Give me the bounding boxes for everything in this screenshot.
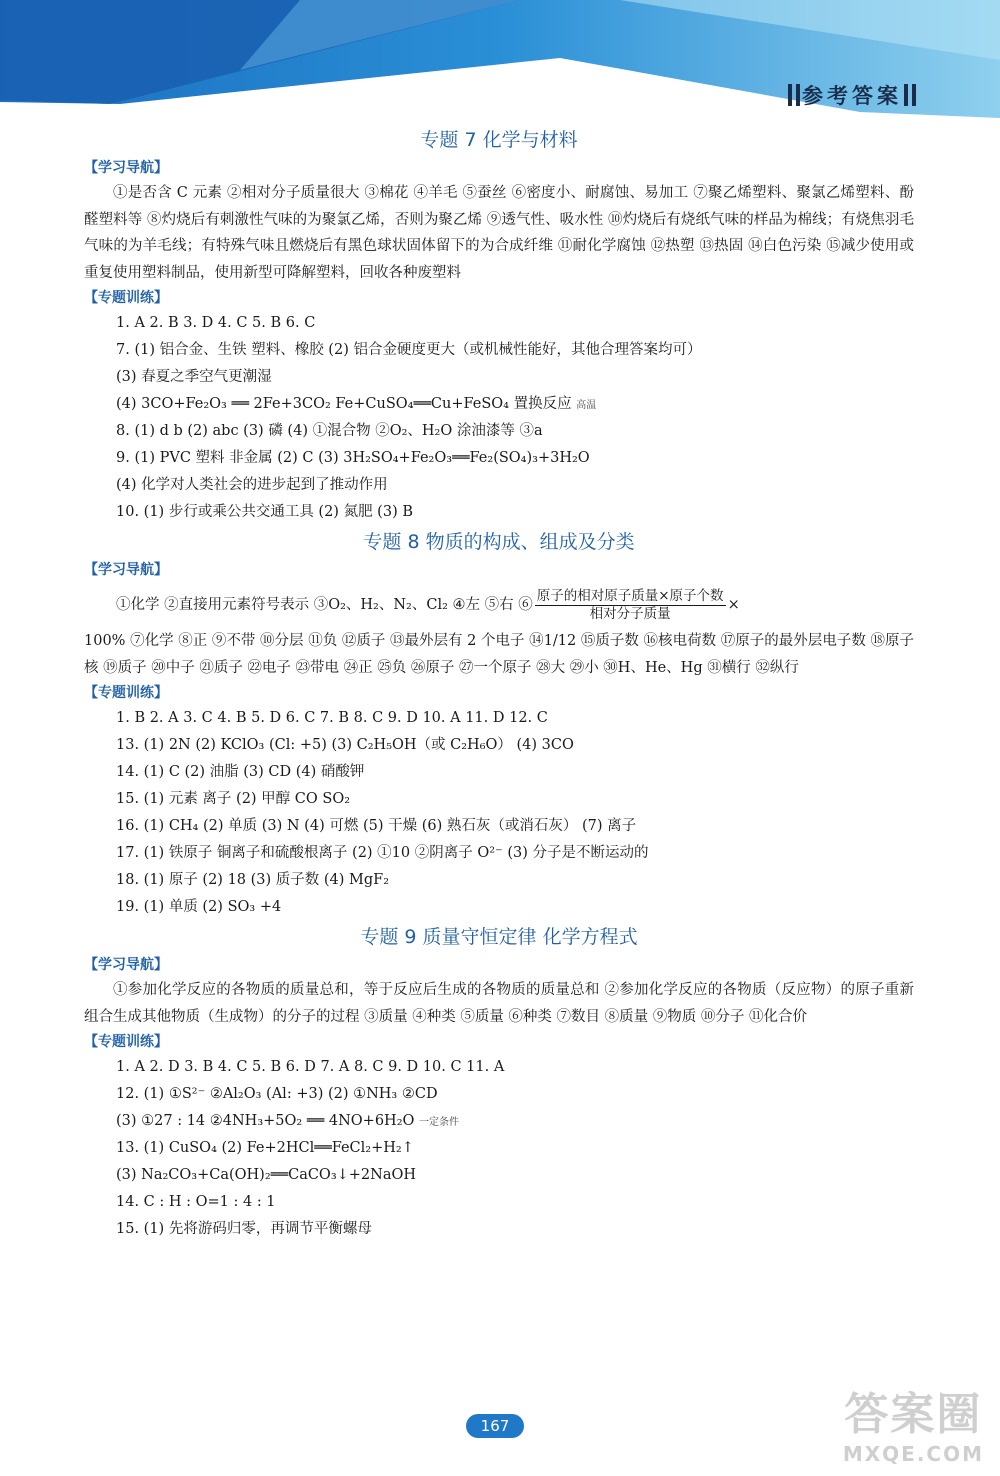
train-tag: 【专题训练】 (84, 685, 168, 701)
answer-line: 1. B 2. A 3. C 4. B 5. D 6. C 7. B 8. C 9. D 10. A 11. D 12. C (116, 710, 548, 726)
condition-note: 高温 (576, 400, 597, 411)
nav-tag: 【学习导航】 (84, 562, 168, 578)
condition-note: 一定条件 (419, 1117, 460, 1128)
answer-line: 15. (1) 先将游码归零，再调节平衡螺母 (116, 1221, 372, 1237)
answer-line: 17. (1) 铁原子 铜离子和硫酸根离子 (2) ①10 ②阴离子 O²⁻ (3) 分子是不断运动的 (116, 845, 649, 861)
answer-line: 18. (1) 原子 (2) 18 (3) 质子数 (4) MgF₂ (116, 872, 390, 888)
watermark-site: MXQE.COM (842, 1442, 984, 1466)
answer-line: 19. (1) 单质 (2) SO₃ +4 (116, 899, 282, 915)
equation-text: (3) ①27 : 14 ②4NH₃+5O₂ ══ 4NO+6H₂O (116, 1113, 415, 1129)
answer-line: 16. (1) CH₄ (2) 单质 (3) N (4) 可燃 (5) 干燥 (6) 熟石灰（或消石灰） (7) 离子 (116, 818, 637, 834)
train-tag: 【专题训练】 (84, 1034, 168, 1050)
answer-line: (3) Na₂CO₃+Ca(OH)₂══CaCO₃↓+2NaOH (116, 1167, 417, 1183)
answer-line: 14. C : H : O=1 : 4 : 1 (116, 1194, 276, 1210)
page-content (84, 124, 914, 1243)
nav-tag: 【学习导航】 (84, 957, 168, 973)
fraction-numerator: 原子的相对原子质量×原子个数 (536, 587, 724, 604)
nav-tag: 【学习导航】 (84, 160, 168, 176)
nav-fraction-line (84, 582, 914, 628)
answer-line: 13. (1) 2N (2) KClO₃ (Cl: +5) (3) C₂H₅OH（或 C₂H₆O） (4) 3CO (116, 737, 574, 753)
nav-text: ①参加化学反应的各物质的质量总和，等于反应后生成的各物质的质量总和 ②参加化学反应的各物质（反应物）的原子重新组合生成其他物质（生成物）的分子的过程 ③质量 ④种类 ⑤质量 ⑥种类 ⑦数目 ⑧质量 ⑨物质 ⑩分子 ⑪化合价 (84, 982, 914, 1025)
answer-line: (4) 化学对人类社会的进步起到了推动作用 (116, 477, 388, 493)
answer-line: 10. (1) 步行或乘公共交通工具 (2) 氮肥 (3) B (116, 504, 413, 520)
section-title: 专题 9 质量守恒定律 化学方程式 (360, 926, 638, 948)
nav-line-post: × (727, 597, 740, 613)
answer-line: 8. (1) d b (2) abc (3) 磷 (4) ①混合物 ②O₂、H₂O 涂油漆等 ③a (116, 423, 543, 439)
answer-line (84, 391, 914, 418)
equation-text: (4) 3CO+Fe₂O₃ ══ 2Fe+3CO₂ Fe+CuSO₄══Cu+FeSO₄ 置换反应 (116, 396, 572, 412)
answer-line: 13. (1) CuSO₄ (2) Fe+2HCl══FeCl₂+H₂↑ (116, 1140, 414, 1156)
answer-line: 12. (1) ①S²⁻ ②Al₂O₃ (Al: +3) (2) ①NH₃ ②CD (116, 1086, 438, 1102)
answer-line (84, 1108, 914, 1135)
page-number: 167 (466, 1414, 524, 1438)
answer-label: 参考答案 (786, 80, 918, 110)
answer-line: 1. A 2. D 3. B 4. C 5. B 6. D 7. A 8. C 9. D 10. C 11. A (116, 1059, 505, 1075)
watermark (843, 1378, 984, 1466)
answer-line: 7. (1) 铝合金、生铁 塑料、橡胶 (2) 铝合金硬度更大（或机械性能好，其他合理答案均可） (116, 342, 702, 358)
answer-line: 14. (1) C (2) 油脂 (3) CD (4) 硝酸钾 (116, 764, 365, 780)
answer-line: 15. (1) 元素 离子 (2) 甲醇 CO SO₂ (116, 791, 351, 807)
answer-line: (3) 春夏之季空气更潮湿 (116, 369, 272, 385)
watermark-main: 答案圈 (844, 1389, 983, 1440)
nav-text: ①是否含 C 元素 ②相对分子质量很大 ③棉花 ④羊毛 ⑤蚕丝 ⑥密度小、耐腐蚀、易加工 ⑦聚乙烯塑料、聚氯乙烯塑料、酚醛塑料等 ⑧灼烧后有刺激性气味的为聚氯乙烯，否则为聚乙烯 ⑨透气性、吸水性 ⑩灼烧后有烧纸气味的样品为棉线；有烧焦羽毛气味的为羊毛线；有特殊气味且燃烧后有黑色球状固体留下的为合成纤维 ⑪耐化学腐蚀 ⑫热塑 ⑬热固 ⑭白色污染 ⑮减少使用或重复使用塑料制品，使用新型可降解塑料，回收各种废塑料 (84, 185, 914, 281)
fraction (535, 588, 726, 623)
answer-line: 9. (1) PVC 塑料 非金属 (2) C (3) 3H₂SO₄+Fe₂O₃══Fe₂(SO₄)₃+3H₂O (116, 450, 590, 466)
train-tag: 【专题训练】 (84, 290, 168, 306)
section-title: 专题 7 化学与材料 (420, 129, 578, 151)
header-banner (0, 0, 1000, 120)
answer-line: 1. A 2. B 3. D 4. C 5. B 6. C (116, 315, 316, 331)
fraction-denominator: 相对分子质量 (589, 605, 671, 622)
nav-text: 100% ⑦化学 ⑧正 ⑨不带 ⑩分层 ⑪负 ⑫质子 ⑬最外层有 2 个电子 ⑭1/12 ⑮质子数 ⑯核电荷数 ⑰原子的最外层电子数 ⑱原子核 ⑲质子 ⑳中子 ㉑质子 ㉒电子 ㉓带电 ㉔正 ㉕负 ㉖原子 ㉗一个原子 ㉘大 ㉙小 ㉚H、He、Hg ㉛横行 ㉜纵行 (84, 633, 914, 676)
nav-line-pre: ①化学 ②直接用元素符号表示 ③O₂、H₂、N₂、Cl₂ ④左 ⑤右 ⑥ (116, 597, 533, 613)
section-title: 专题 8 物质的构成、组成及分类 (363, 531, 635, 553)
